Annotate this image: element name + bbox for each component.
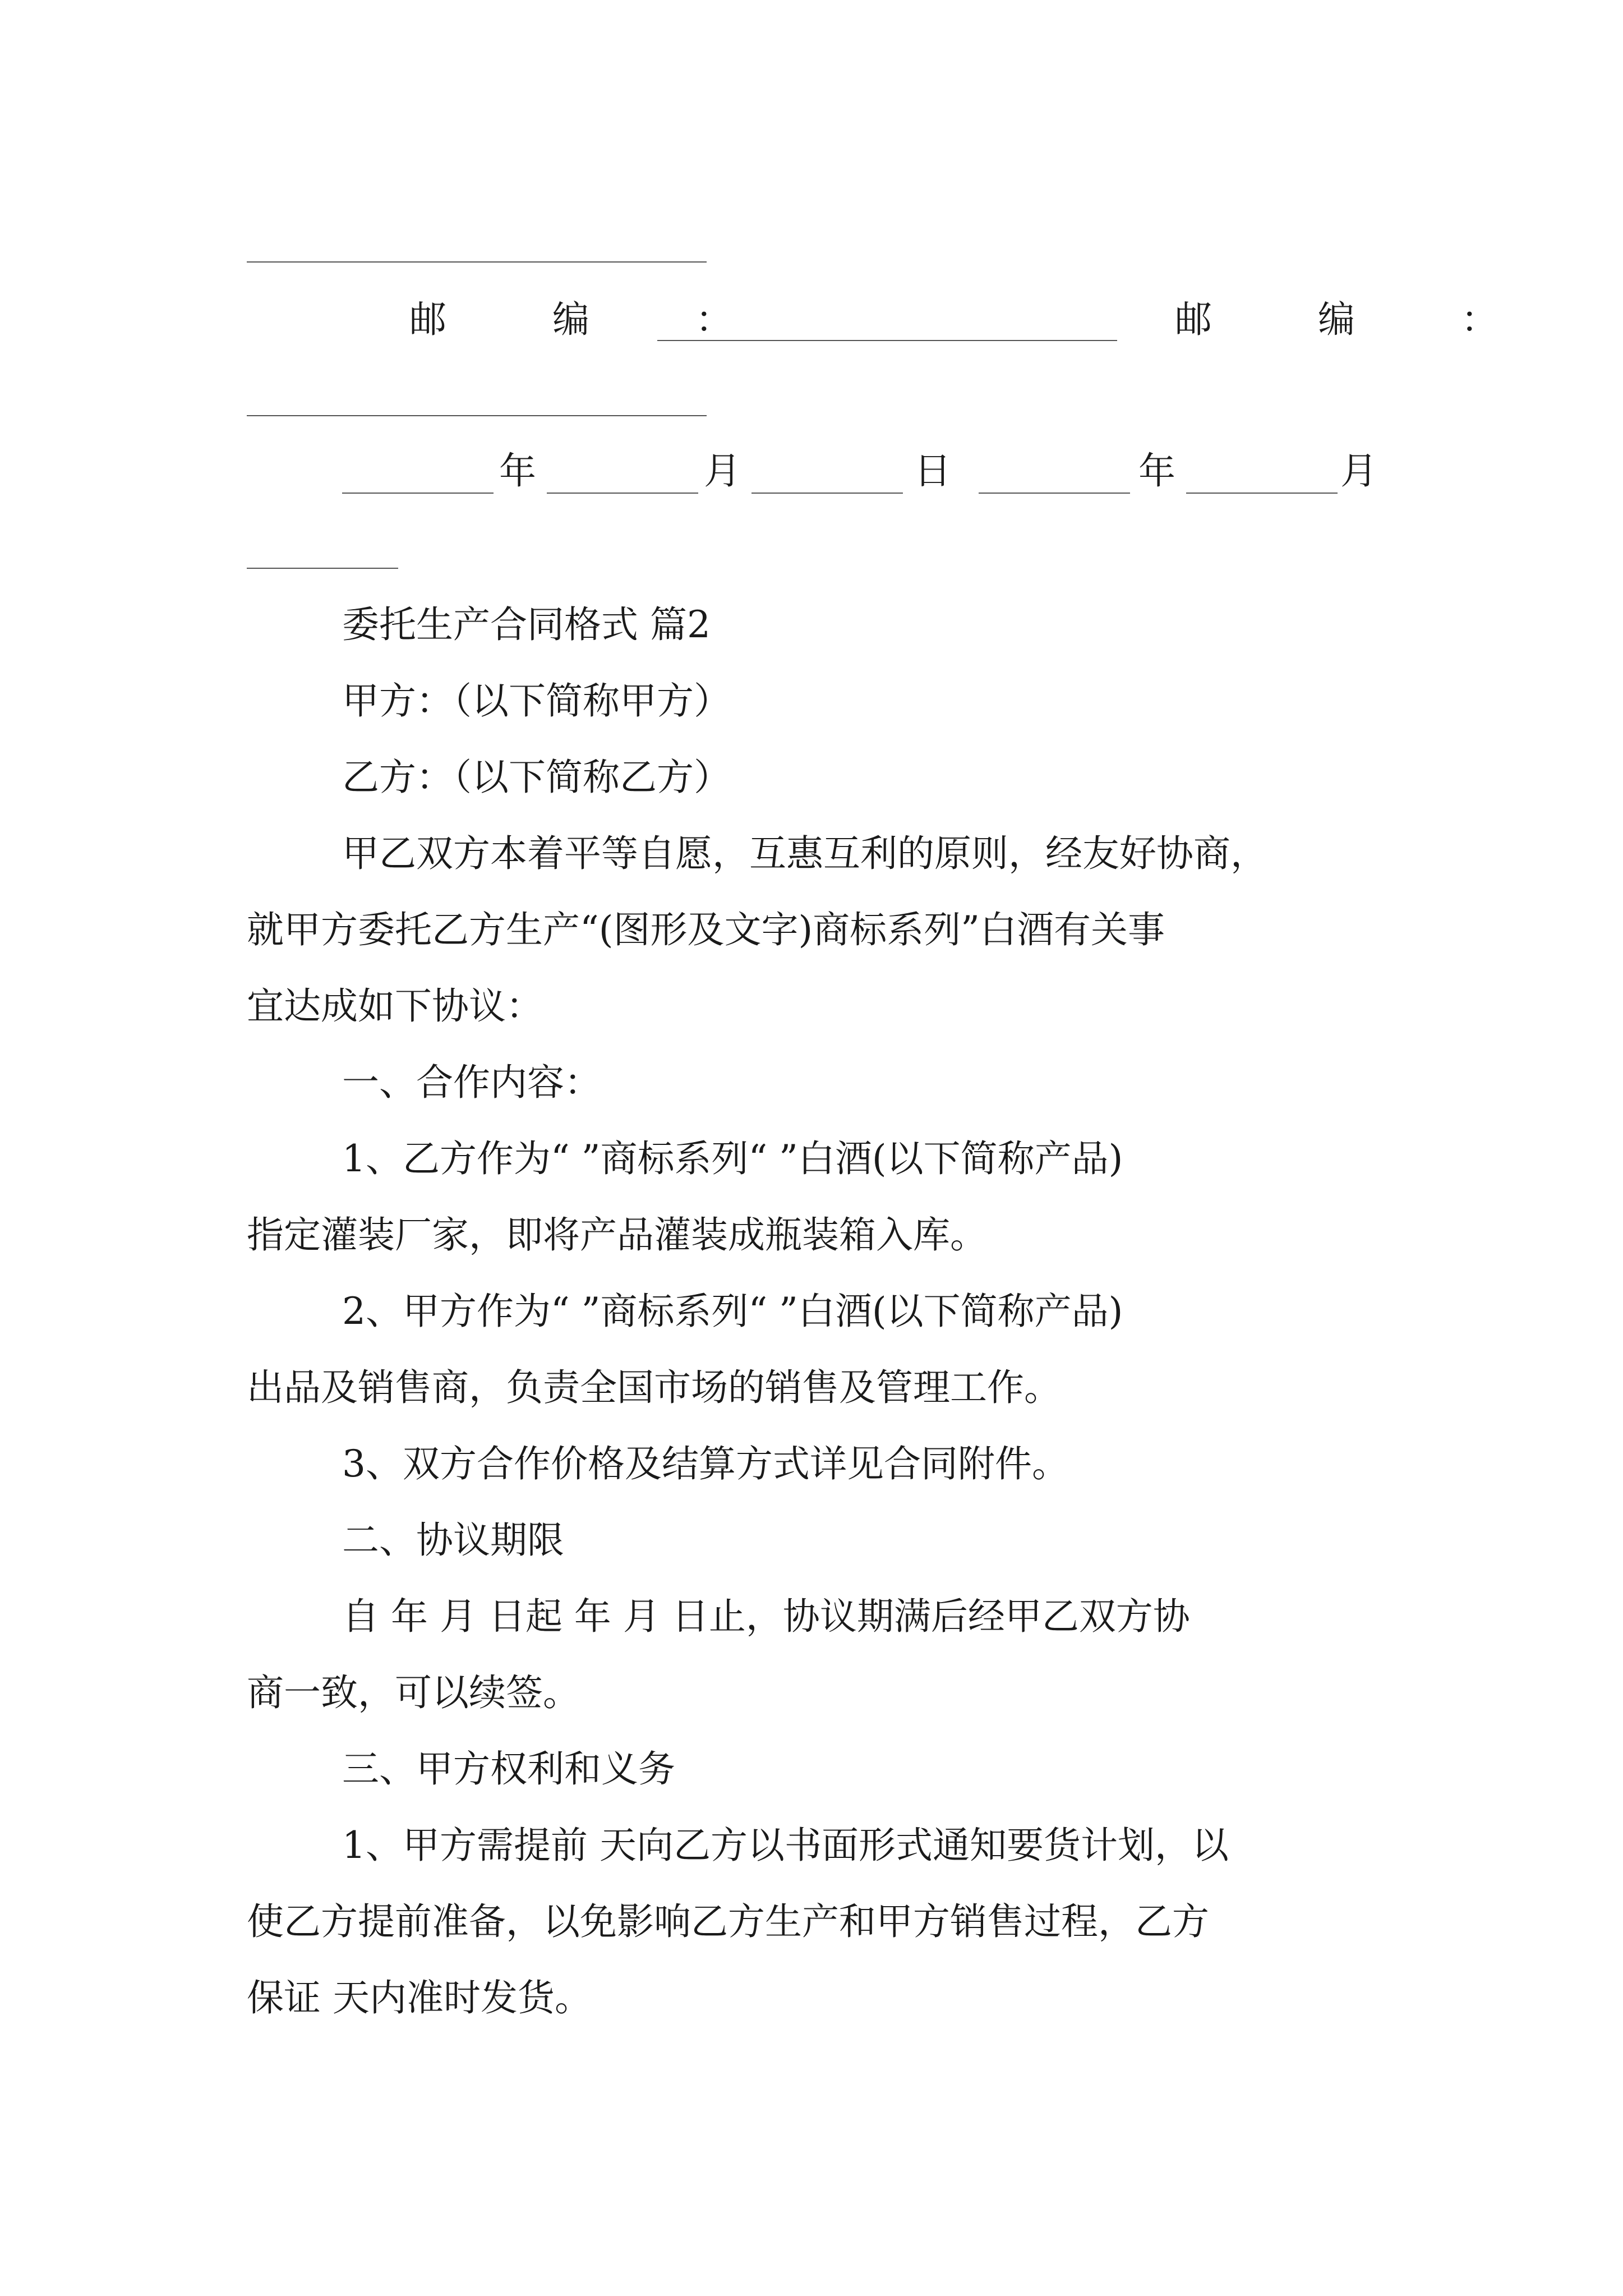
postcode-blank-left [657,340,1117,341]
heading-cooperation: 一、合作内容： [342,1061,601,1104]
duty-1-line-1: 1、甲方需提前 天向乙方以书面形式通知要货计划，以 [342,1824,1229,1867]
item-2-line-1: 2、甲方作为“ ”商标系列“ ”白酒(以下简称产品) [342,1290,1123,1333]
postcode-label-left: 邮 编 ： [409,298,780,341]
date-blank-year-right [979,493,1130,494]
date-year-left: 年 [499,449,536,493]
term-line-2: 商一致，可以续签。 [247,1671,580,1714]
blank-line [247,261,707,263]
date-day-left: 日 [914,449,951,493]
postcode-blank-right [247,415,707,416]
date-blank-day-left [751,493,903,494]
intro-line-1: 甲乙双方本着平等自愿，互惠互利的原则，经友好协商， [342,832,1267,875]
heading-term: 二、协议期限 [342,1519,564,1562]
duty-1-line-3: 保证 天内准时发货。 [247,1976,592,2019]
duty-1-line-2: 使乙方提前准备，以免影响乙方生产和甲方销售过程，乙方 [247,1900,1209,1943]
postcode-label-right: 邮 编 ： [1175,298,1545,341]
date-blank-month-right [1186,493,1338,494]
item-2-line-2: 出品及销售商，负责全国市场的销售及管理工作。 [247,1366,1061,1409]
date-blank-day-right [247,568,398,569]
item-1-line-2: 指定灌装厂家，即将产品灌装成瓶装箱入库。 [247,1213,987,1257]
item-1-line-1: 1、乙方作为“ ”商标系列“ ”白酒(以下简称产品) [342,1137,1123,1180]
intro-line-3: 宜达成如下协议： [247,984,543,1028]
date-year-right: 年 [1138,449,1175,493]
date-blank-year-left [342,493,494,494]
section-title: 委托生产合同格式 篇2 [342,603,711,646]
heading-party-a-duties: 三、甲方权利和义务 [342,1747,675,1791]
party-b: 乙方：（以下简称乙方） [342,756,731,799]
term-line-1: 自 年 月 日起 年 月 日止，协议期满后经甲乙双方协 [342,1595,1190,1638]
date-month-left: 月 [704,449,741,493]
intro-line-2: 就甲方委托乙方生产“(图形及文字)商标系列”白酒有关事 [247,908,1165,951]
date-blank-month-left [547,493,698,494]
date-month-right: 月 [1340,449,1377,493]
party-a: 甲方：（以下简称甲方） [342,679,731,723]
item-3: 3、双方合作价格及结算方式详见合同附件。 [342,1442,1069,1485]
